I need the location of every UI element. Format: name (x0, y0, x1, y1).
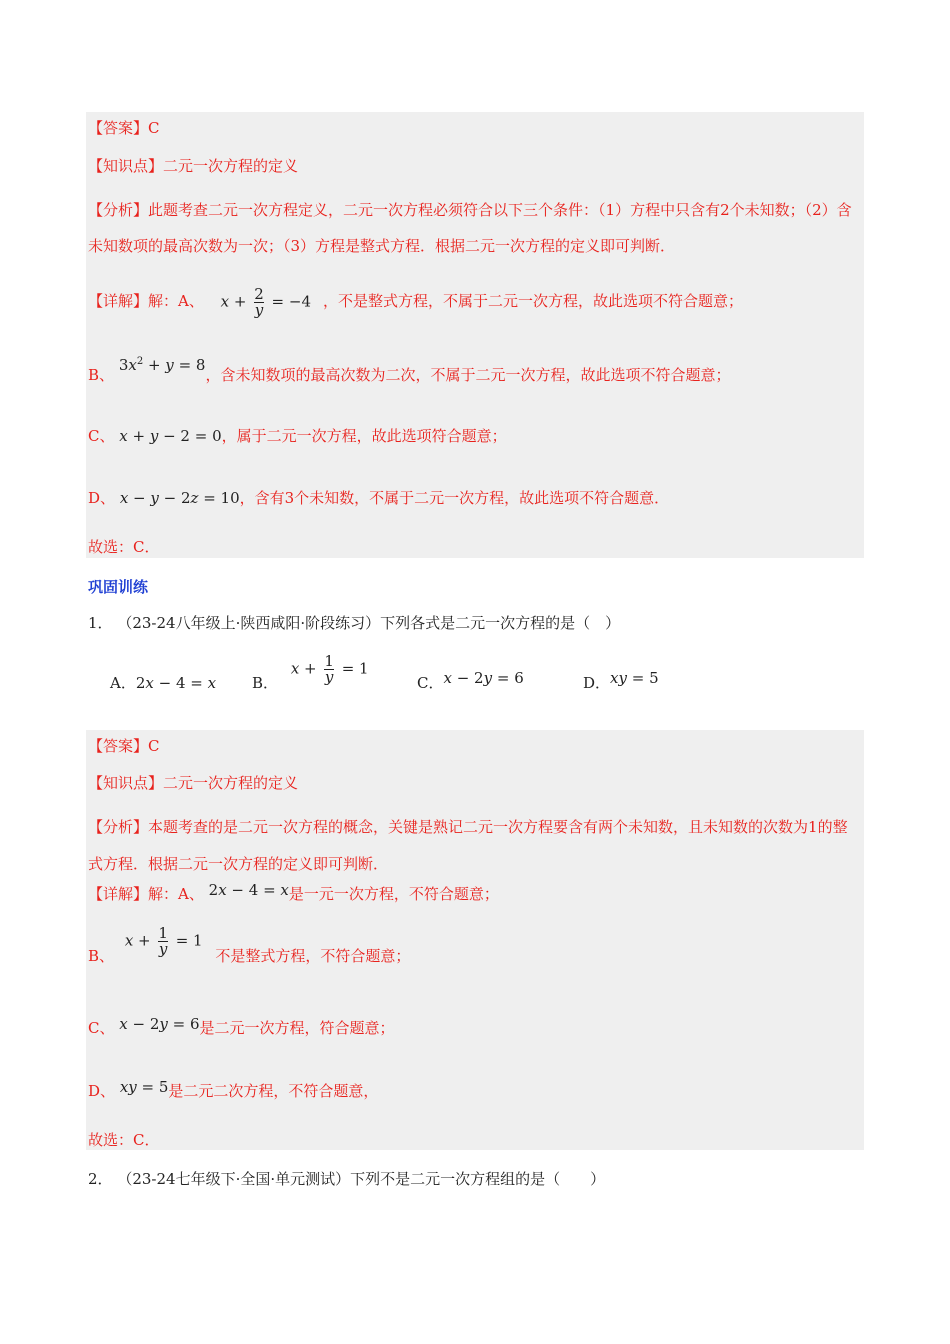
conclusion-line: 故选：C． (88, 1131, 160, 1149)
detail-c-line: C、 x − 2y = 6是二元一次方程，符合题意； (88, 1015, 395, 1037)
detail-d-line: D、 xy = 5是二元二次方程，不符合题意， (88, 1078, 379, 1100)
equation-c: x − 2y = 6 (119, 1015, 200, 1033)
option-c: C．x − 2y = 6 (417, 669, 524, 692)
question-1: 1． （23-24八年级上·陕西咸阳·阶段练习）下列各式是二元一次方程的是（ ） (88, 614, 621, 632)
option-b: B． x + $\frac{1}{y}$ = 1 (252, 652, 369, 692)
analysis-line: 【分析】本题考查的是二元一次方程的概念，关键是熟记二元一次方程要含有两个未知数，且未知数的次数为1的整式方程．根据二元一次方程的定义即可判断． (88, 818, 848, 873)
answer-line: 【答案】C (88, 737, 160, 755)
equation-d: x − y − 2z = 10 (119, 489, 240, 507)
knowledge-line: 【知识点】二元一次方程的定义 (88, 157, 299, 175)
equation-b: $3x^2 + y = 8$ (118, 356, 206, 374)
analysis-line: 【分析】此题考查二元一次方程定义，二元一次方程必须符合以下三个条件：（1）方程中只含有2个未知数；（2）含未知数项的最高次数为一次；（3）方程是整式方程．根据二元一次方程的定义即可判断． (88, 201, 852, 255)
detail-a-line: 【详解】解：A、 x + $\frac{2}{y}$ = −4 ，不是整式方程，不属于二元一次方程，故此选项不符合题意； (88, 284, 744, 319)
conclusion-line: 故选：C． (88, 538, 160, 556)
question-2: 2． （23-24七年级下·全国·单元测试）下列不是二元一次方程组的是（ ） (88, 1170, 606, 1188)
detail-a-line: 【详解】解：A、 2x − 4 = x是一元一次方程，不符合题意； (88, 881, 499, 903)
option-d: D．xy = 5 (583, 669, 659, 692)
equation-b: x + $\frac{1}{y}$ = 1 (124, 924, 203, 958)
detail-b-line: B、 x + $\frac{1}{y}$ = 1 不是整式方程，不符合题意； (88, 924, 411, 965)
option-a: A．2x − 4 = x (110, 674, 217, 692)
equation-a: 2x − 4 = x (208, 881, 289, 899)
detail-d-line: D、 x − y − 2z = 10，含有3个未知数，不属于二元一次方程，故此选项不符合题意． (88, 489, 670, 507)
detail-c-line: C、 x + y − 2 = 0，属于二元一次方程，故此选项符合题意； (88, 427, 507, 445)
equation-a: x + $\frac{2}{y}$ = −4 (220, 284, 311, 319)
section-title: 巩固训练 (88, 578, 149, 596)
answer-line: 【答案】C (88, 119, 160, 137)
equation-d: xy = 5 (119, 1078, 169, 1096)
detail-b-line: B、 $3x^2 + y = 8$，含未知数项的最高次数为二次，不属于二元一次方程，故此选项不符合题意； (88, 356, 731, 384)
equation-c: x + y − 2 = 0 (119, 427, 222, 445)
knowledge-line: 【知识点】二元一次方程的定义 (88, 774, 299, 792)
